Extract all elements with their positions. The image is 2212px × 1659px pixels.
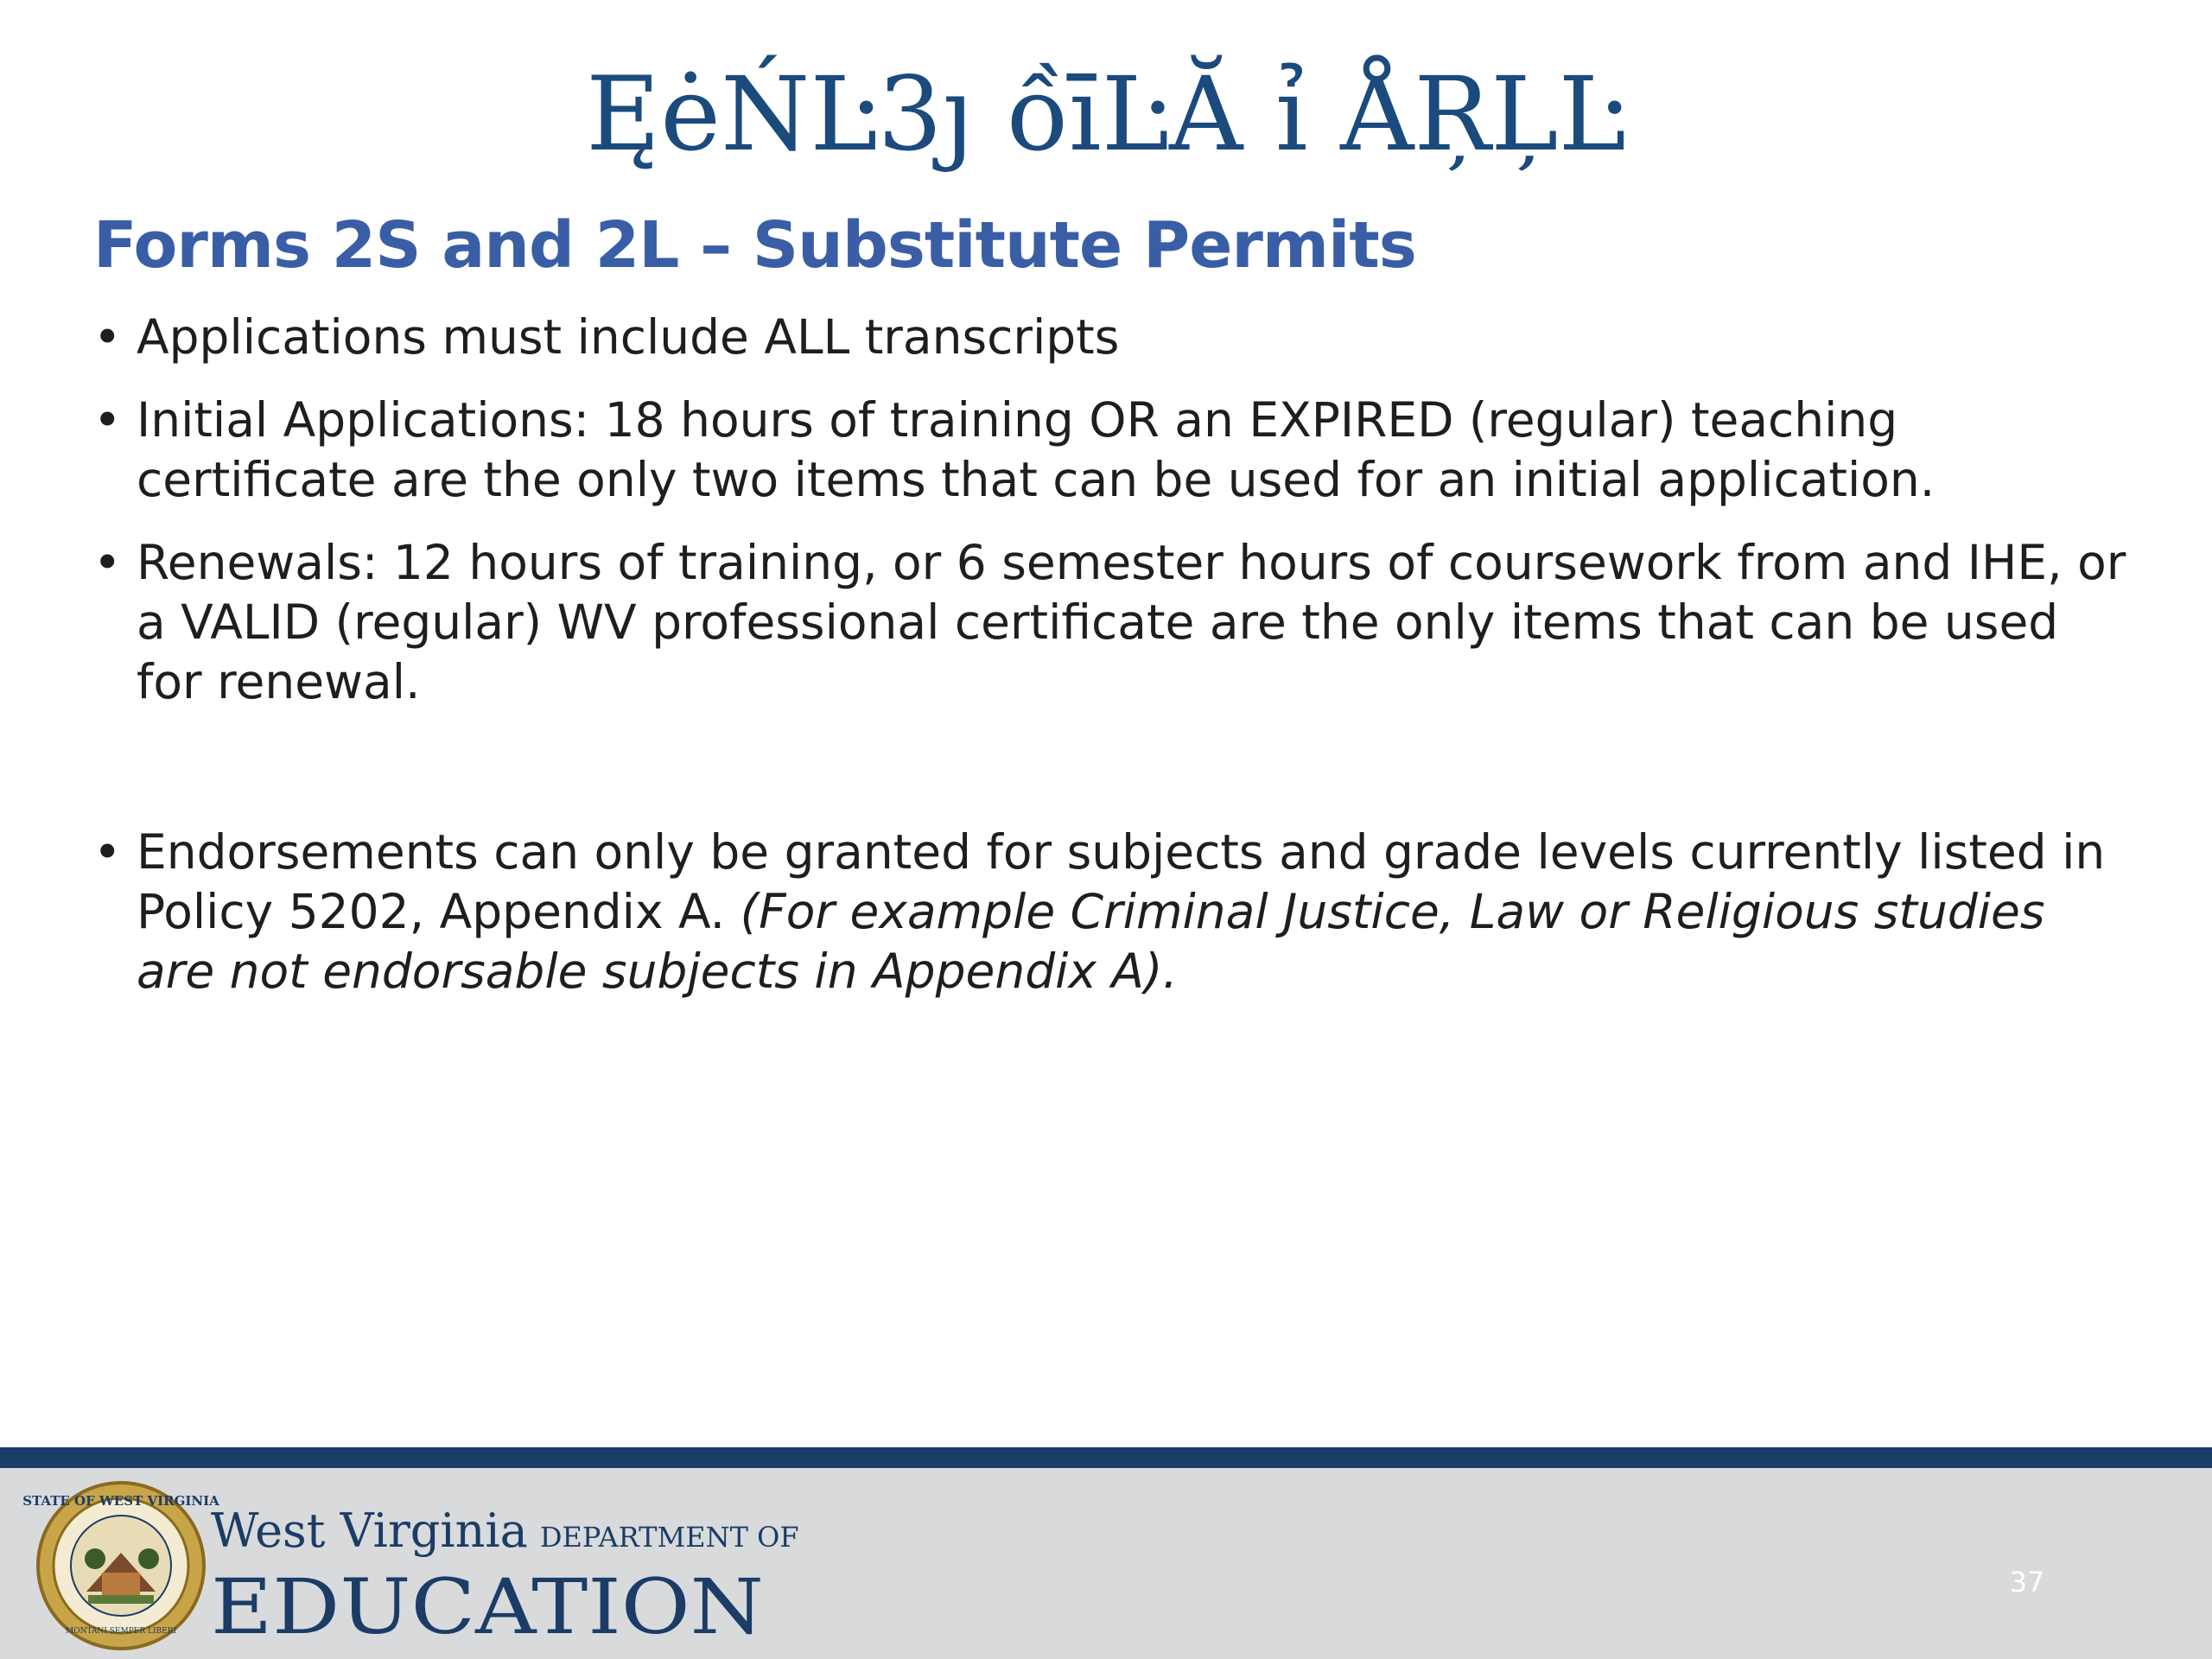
logo-line1: West Virginia DEPARTMENT OF — [211, 1503, 799, 1558]
bullet-item — [93, 391, 2133, 510]
wvde-logo — [211, 1493, 816, 1649]
bullet-list — [93, 308, 2133, 1025]
bullet-text: Endorsements can only be granted for subjects and grade levels currently listed in Policy 5202, Appendix A. — [137, 824, 2106, 939]
bullet-text: Applications must include ALL transcripts — [137, 309, 1120, 365]
footer-stripe — [0, 1447, 2212, 1468]
slide-title: ĘėŃĿ3ȷ ồīĿĂ ỉ ÅŖĻĿ — [586, 54, 1626, 174]
bullet-item — [93, 533, 2133, 712]
bullet-icon: • — [93, 824, 122, 880]
page-number: 37 — [2009, 1566, 2045, 1599]
bullet-text: Initial Applications: 18 hours of training OR an EXPIRED (regular) teaching certificate are the only two items that can be used for an initial application. — [137, 392, 1936, 507]
seal-text: STATE OF WEST VIRGINIA — [22, 1493, 219, 1509]
section-heading: Forms 2S and 2L – Substitute Permits — [93, 208, 1416, 283]
bullet-item — [93, 823, 2133, 1001]
seal-motto: MONTANI SEMPER LIBERI — [65, 1627, 177, 1636]
bullet-text: Renewals: 12 hours of training, or 6 semester hours of coursework from and IHE, or a VALID (regular) WV professional certificate are the only items that can be used for renewal. — [137, 535, 2126, 709]
logo-line2: EDUCATION — [211, 1562, 764, 1651]
bullet-icon: • — [93, 309, 122, 365]
bullet-icon: • — [93, 535, 122, 590]
state-seal-icon — [22, 1479, 219, 1652]
bullet-icon: • — [93, 392, 122, 448]
bullet-text-italic: (For example Criminal Justice, Law or Religious studies are not endorsable subjects in Appendix A). — [137, 884, 2045, 999]
bullet-item — [93, 308, 2133, 367]
